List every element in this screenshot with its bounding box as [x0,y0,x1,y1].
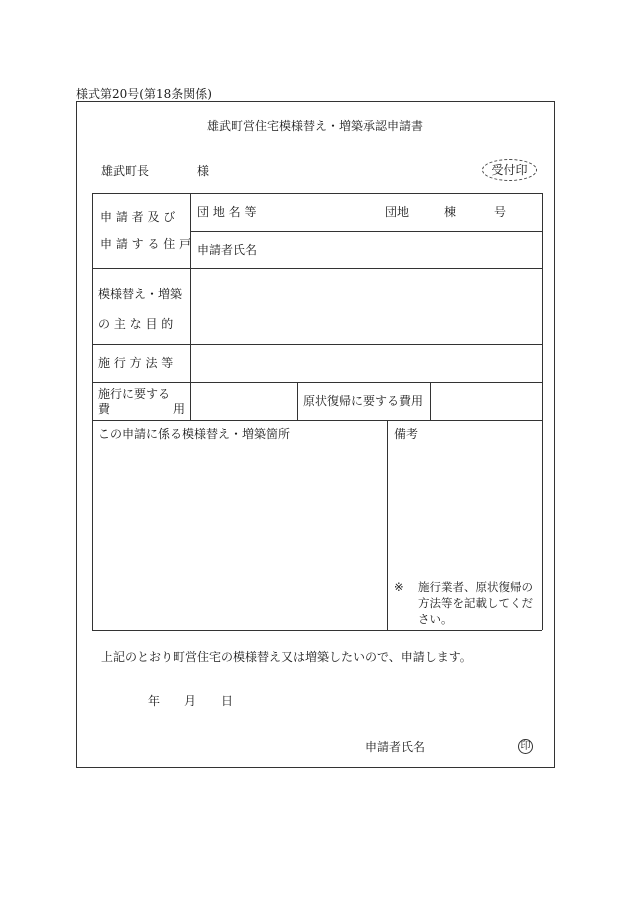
number-unit: 号 [494,205,507,219]
date-day: 日 [221,694,234,708]
table-line [92,420,542,421]
table-line [92,193,93,630]
received-stamp: 受付印 [482,159,537,181]
table-line [430,382,431,420]
method-label: 施 行 方 法 等 [98,356,174,370]
note-mark: ※ [394,580,404,594]
table-line [92,193,542,194]
purpose-label-1: 模様替え・増築 [98,287,183,301]
table-line [387,420,388,630]
applicant-label-2: 申 請 す る 住 戸 [100,237,192,251]
date-year: 年 [148,694,161,708]
table-line [542,193,543,630]
table-line [92,630,542,631]
date-month: 月 [184,694,197,708]
purpose-label-2: の 主 な 目 的 [98,317,174,331]
table-line [190,231,542,232]
table-line [92,382,542,383]
table-line [92,268,542,269]
addressee-name: 雄武町長 [101,164,150,178]
table-line [297,382,298,420]
remarks-note: 施行業者、原状復帰の方法等を記載してください。 [418,580,533,626]
cost-label-1: 施行に要する [98,387,171,401]
page-title: 雄武町営住宅模様替え・増築承認申請書 [206,119,423,133]
estate-unit: 団地 [385,205,410,219]
table-line [92,344,542,345]
estate-label: 団 地 名 等 [197,205,257,219]
seal-mark: 印 [518,739,533,754]
cost-label-2a: 費 [98,402,111,416]
table-line [190,193,191,420]
applicant-name-label: 申請者氏名 [197,243,258,257]
building-unit: 棟 [444,205,457,219]
application-statement: 上記のとおり町営住宅の模様替え又は増築したいので、申請します。 [101,650,472,664]
applicant-label-1: 申 請 者 及 び [100,210,176,224]
location-label: この申請に係る模様替え・増築箇所 [98,427,291,441]
addressee-honorific: 様 [197,164,210,178]
remarks-label: 備考 [394,427,419,441]
signature-label: 申請者氏名 [365,740,426,754]
cost-label-2b: 用 [173,402,186,416]
form-number: 様式第20号(第18条関係) [76,87,212,101]
restore-cost-label: 原状復帰に要する費用 [303,394,424,408]
